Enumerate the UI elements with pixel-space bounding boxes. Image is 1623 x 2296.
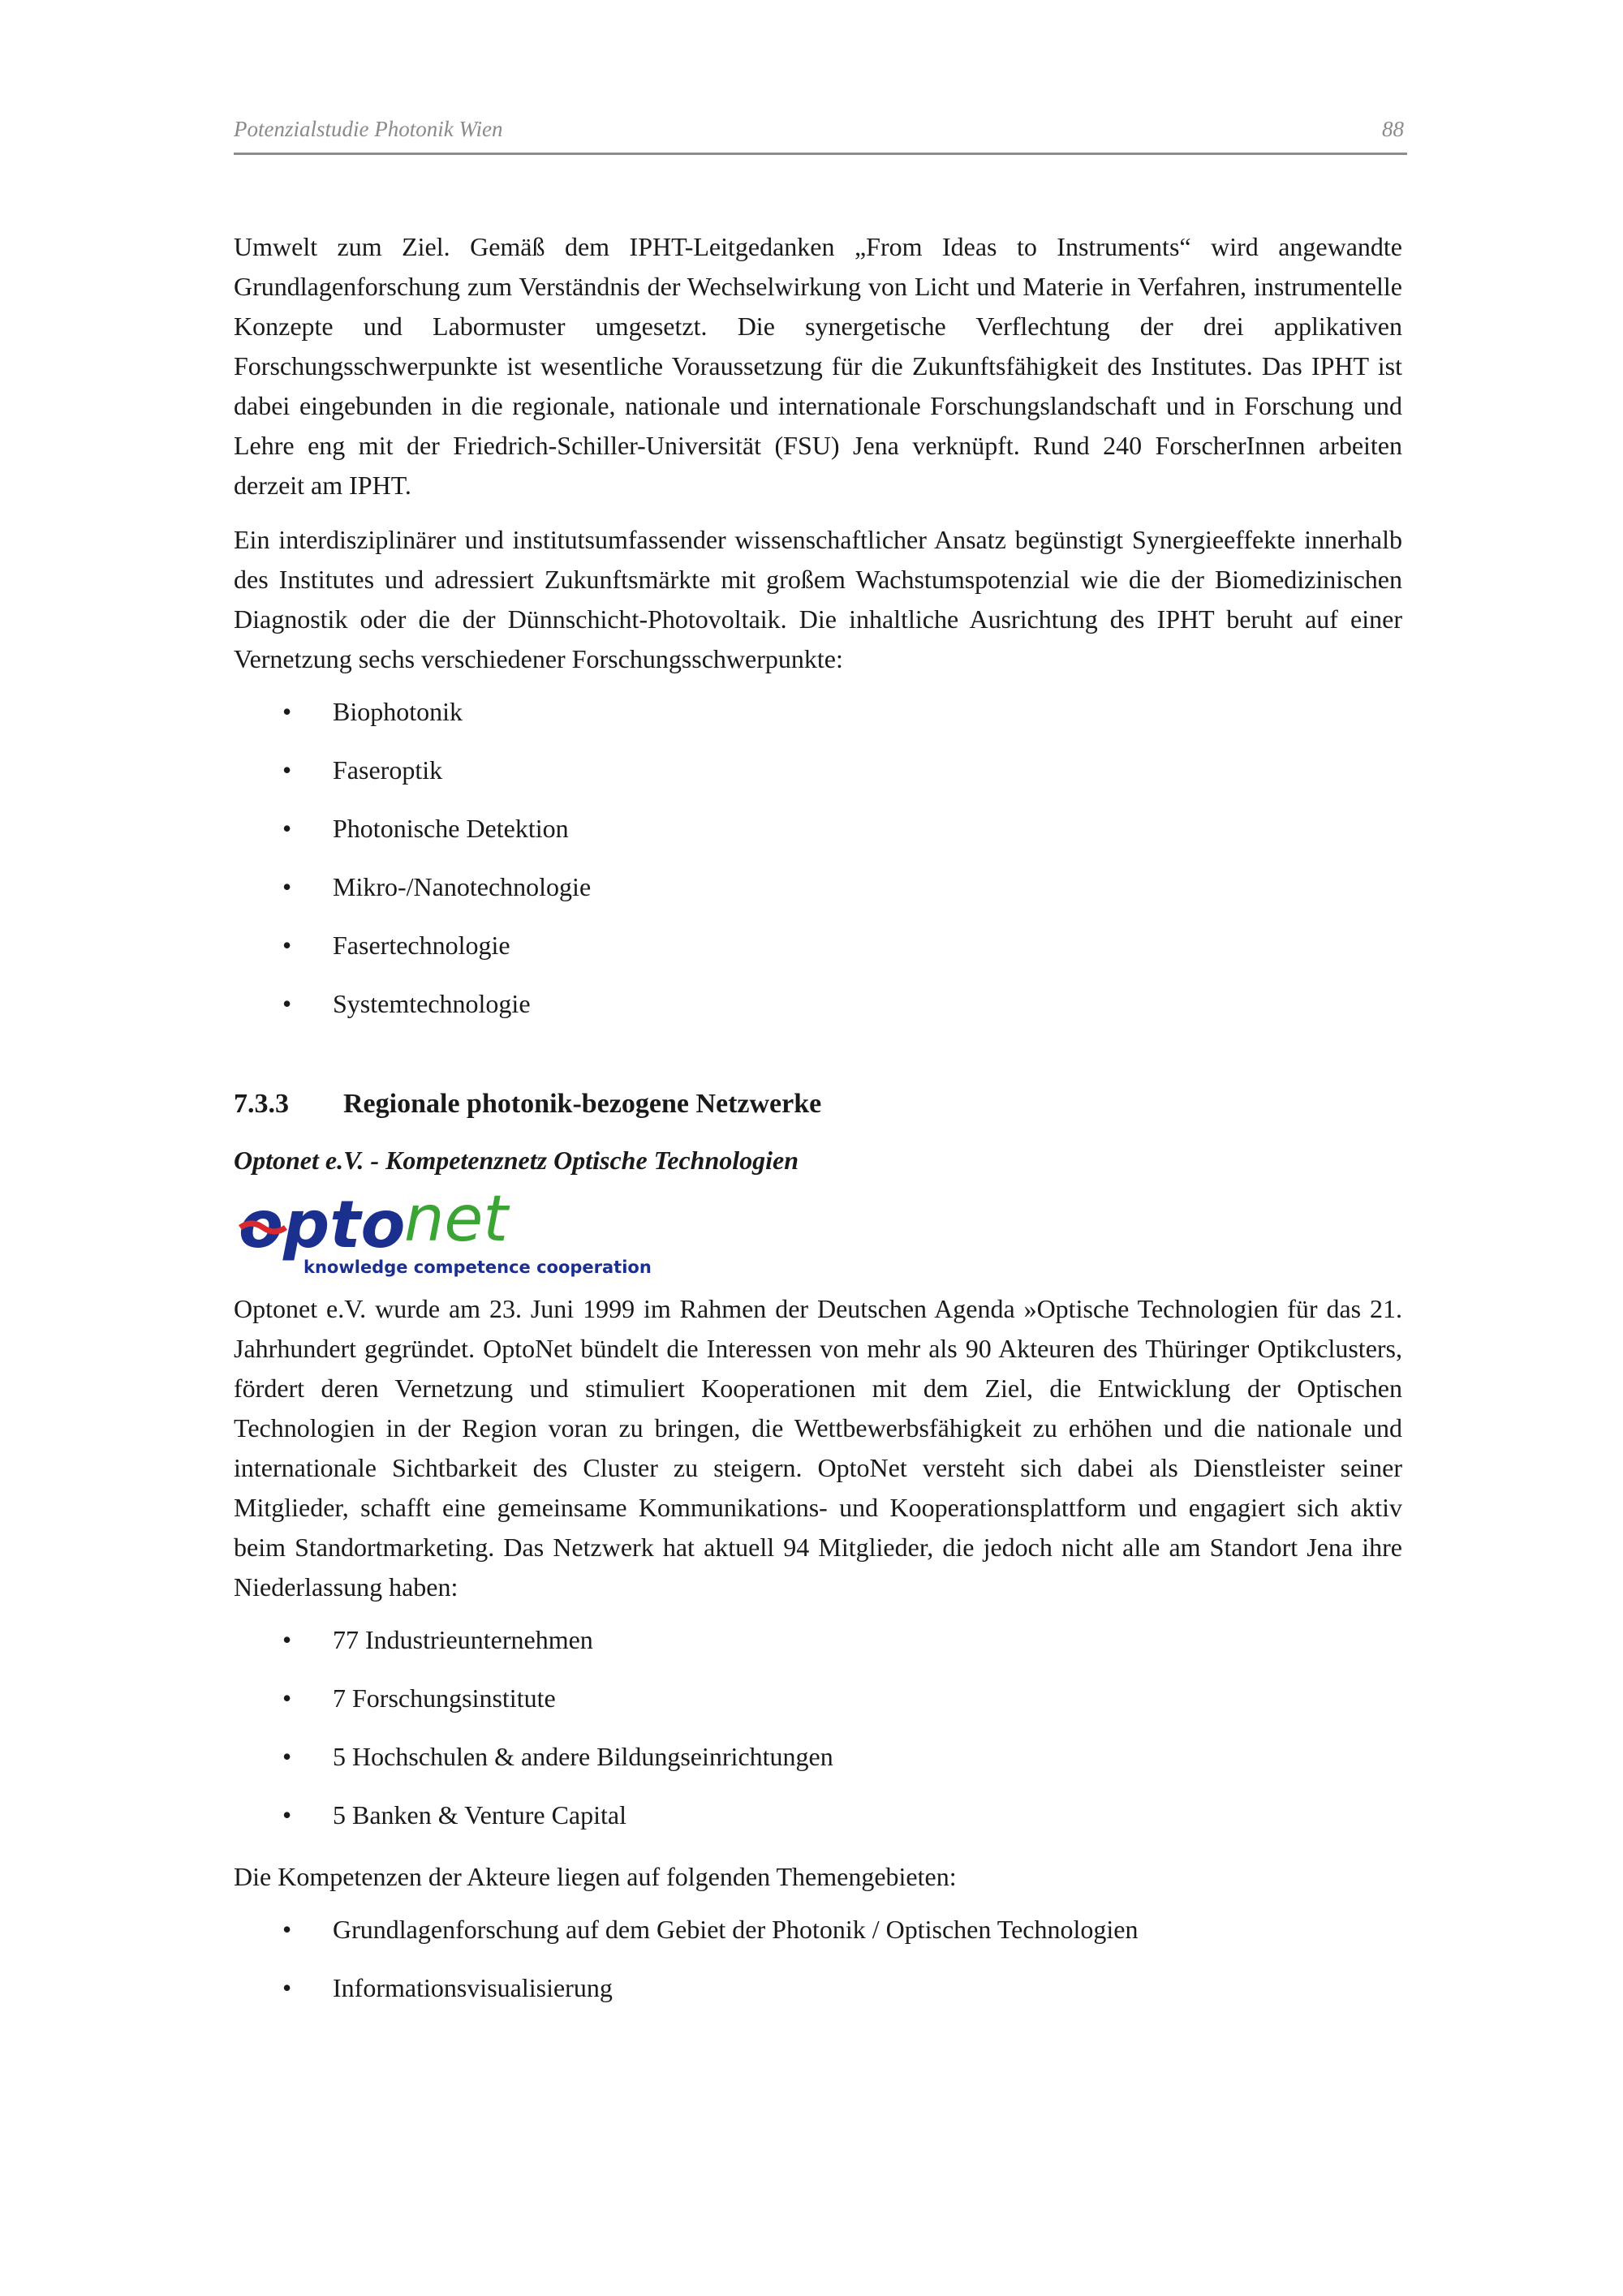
members-list — [234, 1623, 1402, 1831]
competences-list — [234, 1913, 1402, 2004]
optonet-logo-graphic — [234, 1183, 652, 1278]
section-title: Regionale photonik-bezogene Netzwerke — [343, 1089, 822, 1119]
list-item: • 5 Hochschulen & andere Bildungseinrichtungen — [234, 1740, 1402, 1773]
logo-word-right: net — [404, 1183, 509, 1256]
logo-word-left: opto — [239, 1187, 406, 1262]
list-item: • Faseroptik — [234, 754, 1402, 786]
logo-tagline: knowledge competence cooperation — [304, 1258, 652, 1277]
paragraph-ipht-intro: Umwelt zum Ziel. Gemäß dem IPHT-Leitgedanken „From Ideas to Instruments“ wird angewandte Grundlagenforschung zum Verständnis der Wechselwirkung von Licht und Materie in Verfahren, instrumentelle Konzepte und Labormuster umgesetzt. Die synergetische Verflechtung der drei applikativen Forschungsschwerpunkte ist wesentliche Voraussetzung für die Zukunftsfähigkeit des Institutes. Das IPHT ist dabei eingebunden in die regionale, nationale und internationale Forschungslandschaft und in Forschung und Lehre eng mit der Friedrich-Schiller-Universität (FSU) Jena verknüpft. Rund 240 ForscherInnen arbeiten derzeit am IPHT. — [234, 232, 1402, 500]
optonet-logo — [234, 1183, 652, 1278]
section-heading — [234, 1085, 1402, 1124]
list-item: • Photonische Detektion — [234, 812, 1402, 845]
list-item: • Biophotonik — [234, 695, 1402, 728]
list-item: • Informationsvisualisierung — [234, 1971, 1402, 2004]
list-item: • 77 Industrieunternehmen — [234, 1623, 1402, 1656]
section-number: 7.3.3 — [234, 1089, 289, 1119]
list-item: • 5 Banken & Venture Capital — [234, 1799, 1402, 1831]
list-item: • Grundlagenforschung auf dem Gebiet der Photonik / Optischen Technologien — [234, 1913, 1402, 1946]
subheading-optonet: Optonet e.V. - Kompetenznetz Optische Technologien — [234, 1146, 799, 1175]
page-number: 88 — [1382, 117, 1404, 141]
list-item: • Systemtechnologie — [234, 987, 1402, 1020]
page-header — [234, 112, 1407, 155]
list-item: • Fasertechnologie — [234, 929, 1402, 961]
running-title: Potenzialstudie Photonik Wien — [234, 117, 503, 141]
research-focus-list — [234, 695, 1402, 1020]
list-item: • 7 Forschungsinstitute — [234, 1682, 1402, 1714]
paragraph-optonet: Optonet e.V. wurde am 23. Juni 1999 im Rahmen der Deutschen Agenda »Optische Technologien für das 21. Jahrhundert gegründet. OptoNet bündelt die Interessen von mehr als 90 Akteuren des Thüringer Optikclusters, fördert deren Vernetzung und stimuliert Kooperationen mit dem Ziel, die Entwicklung der Optischen Technologien in der Region voran zu bringen, die Wettbewerbsfähigkeit zu erhöhen und die nationale und internationale Sichtbarkeit des Cluster zu steigern. OptoNet versteht sich dabei als Dienstleister seiner Mitglieder, schafft eine gemeinsame Kommunikations- und Kooperationsplattform und engagiert sich aktiv beim Standortmarketing. Das Netzwerk hat aktuell 94 Mitglieder, die jedoch nicht alle am Standort Jena ihre Niederlassung haben: — [234, 1294, 1402, 1602]
list-item: • Mikro-/Nanotechnologie — [234, 871, 1402, 903]
paragraph-ipht-focus: Ein interdisziplinärer und institutsumfassender wissenschaftlicher Ansatz begünstigt Synergieeffekte innerhalb des Institutes und adressiert Zukunftsmärkte mit großem Wachstumspotenzial wie die der Biomedizinischen Diagnostik oder die der Dünnschicht-Photovoltaik. Die inhaltliche Ausrichtung des IPHT beruht auf einer Vernetzung sechs verschiedener Forschungsschwerpunkte: — [234, 525, 1402, 673]
page-body — [234, 227, 1402, 2030]
paragraph-competences: Die Kompetenzen der Akteure liegen auf folgenden Themengebieten: — [234, 1862, 957, 1891]
